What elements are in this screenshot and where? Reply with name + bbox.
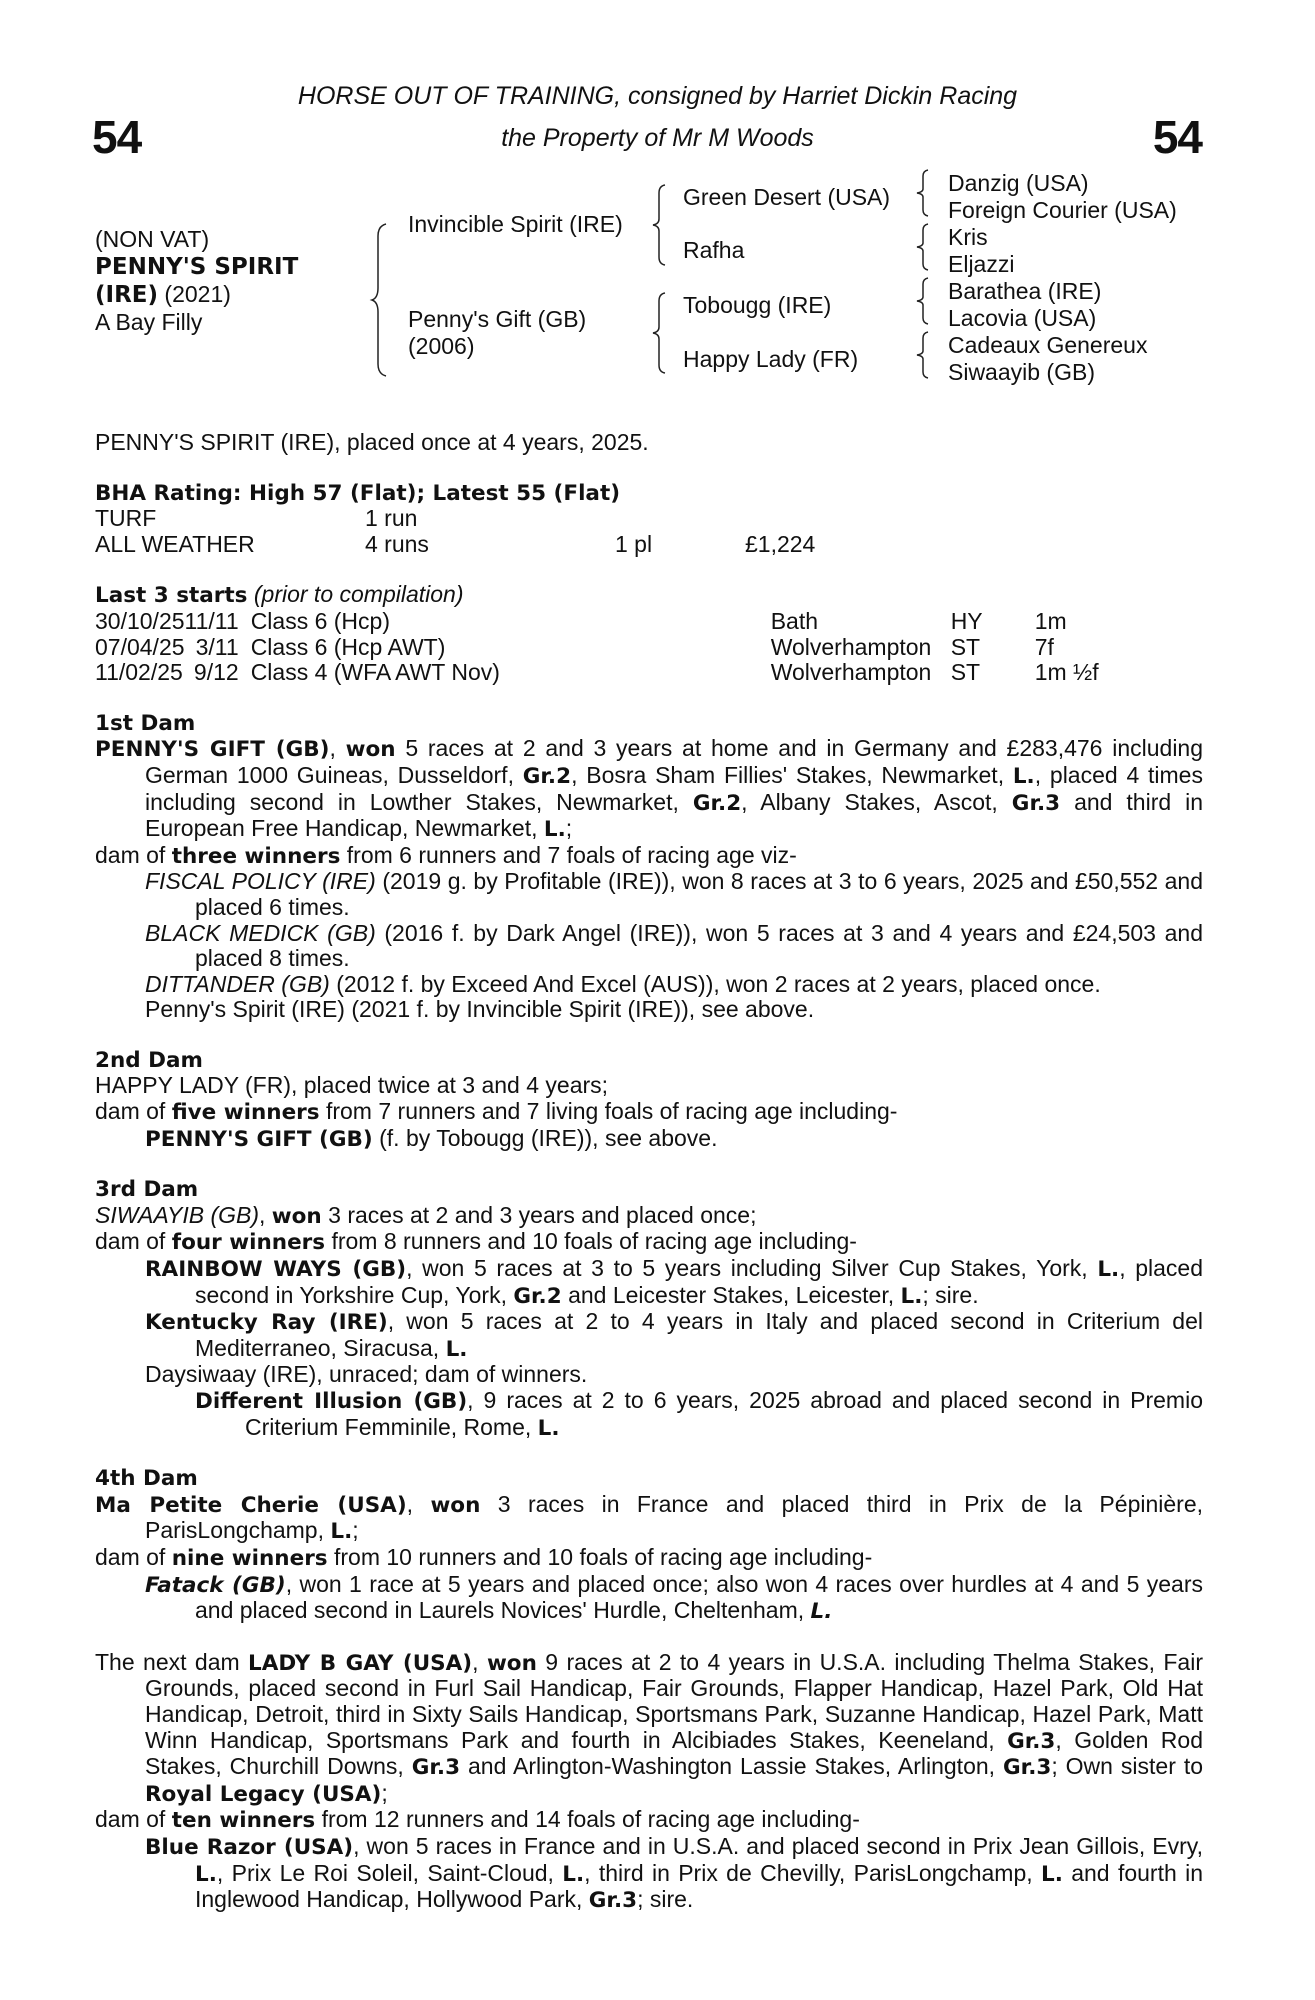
text-run: ,	[259, 1201, 272, 1228]
record-placed	[615, 506, 745, 532]
text-run: LADY B GAY (USA)	[248, 1650, 473, 1676]
start-race: Class 6 (Hcp AWT)	[250, 633, 446, 660]
pedigree-brace-main	[370, 222, 390, 378]
text-run: Gr.3	[1007, 1728, 1056, 1754]
text-run: ;	[381, 1779, 388, 1806]
start-distance: 7f	[1034, 633, 1054, 660]
horse-description: A Bay Filly	[95, 309, 203, 335]
text-run: L.	[330, 1519, 353, 1545]
text-run: won	[486, 1650, 537, 1676]
start-date: 07/04/25	[95, 633, 185, 660]
pedigree-paragraph	[95, 1545, 1203, 1572]
text-run: Gr.3	[588, 1888, 638, 1914]
text-run: 3 races at 2 and 3 years and placed once;	[321, 1201, 757, 1228]
pedigree-g3-name: Danzig (USA)	[948, 170, 1089, 196]
start-row	[95, 635, 1115, 661]
text-run: Fatack (GB)	[145, 1572, 286, 1598]
text-run: ; sire.	[922, 1281, 979, 1308]
section-gap	[95, 1023, 1203, 1048]
pedigree-dam: Penny's Gift (GB)	[408, 306, 587, 332]
start-race: Class 4 (WFA AWT Nov)	[250, 659, 500, 686]
pedigree-paragraph	[95, 1099, 1203, 1126]
text-run: from 6 runners and 7 foals of racing age viz-	[340, 841, 797, 868]
start-distance: 1m ½f	[1034, 659, 1099, 686]
text-run: (f. by Tobougg (IRE)), see above.	[372, 1124, 718, 1151]
pedigree-paragraph	[95, 1126, 1203, 1153]
start-course: Wolverhampton	[770, 633, 932, 660]
text-run: and Leicester Stakes, Leicester,	[561, 1281, 901, 1308]
pedigree-g3-name: Cadeaux Genereux	[948, 332, 1148, 358]
pedigree-paragraph	[95, 972, 1203, 998]
text-run: RAINBOW WAYS (GB)	[145, 1257, 407, 1283]
section-gap	[95, 686, 1203, 711]
start-date: 30/10/25	[95, 607, 185, 634]
pedigree-sire-sire: Green Desert (USA)	[683, 184, 891, 210]
text-run: , won 5 races at 3 to 5 years including Silver Cup Stakes, York,	[406, 1255, 1098, 1282]
text-run: 3 races in France and placed third in Prix de la Pépinière, ParisLongchamp,	[145, 1490, 1203, 1544]
text-run: L.	[562, 1861, 585, 1887]
text-run: from 8 runners and 10 foals of racing age including-	[325, 1228, 857, 1255]
text-run: L.	[543, 817, 566, 843]
section-gap	[95, 1625, 1203, 1650]
text-run: three winners	[171, 843, 341, 869]
record-surface: TURF	[95, 505, 157, 532]
text-run: , third in Prix de Chevilly, ParisLongchamp,	[584, 1859, 1041, 1886]
pedigree-dam-year: (2006)	[408, 333, 475, 359]
section-heading: 1st Dam	[95, 710, 196, 736]
text-run: Royal Legacy (USA)	[145, 1781, 382, 1807]
text-run: five winners	[171, 1100, 320, 1126]
text-run: , won 1 race at 5 years and placed once; also won 4 races over hurdles at 4 and 5 years and placed second in Laurels Novices' Hurdle, Cheltenham,	[195, 1570, 1203, 1624]
text-run: dam of	[95, 841, 172, 868]
pedigree-paragraph	[95, 736, 1203, 842]
pedigree-g3-name: Siwaayib (GB)	[948, 359, 1095, 385]
text-run: Different Illusion (GB)	[195, 1389, 468, 1414]
pedigree-brace-g3-2	[915, 222, 931, 272]
text-run: nine winners	[171, 1545, 328, 1571]
text-run: BLACK MEDICK (GB)	[145, 919, 376, 946]
horse-country: (IRE)	[95, 282, 159, 308]
pedigree-paragraph	[95, 1229, 1203, 1256]
record-prize	[745, 506, 865, 532]
lot-number-right: 54	[1152, 111, 1202, 163]
text-run: L.	[810, 1599, 833, 1625]
text-run: DITTANDER (GB)	[145, 970, 330, 997]
lot-number-left: 54	[92, 111, 142, 163]
text-run: dam of	[95, 1543, 172, 1570]
text-run: , won 5 races at 2 to 4 years in Italy and placed second in Criterium del Mediterraneo, Siracusa,	[195, 1308, 1203, 1361]
text-run: and third in European Free Handicap, Newmarket,	[145, 788, 1204, 842]
pedigree-paragraph	[95, 1492, 1203, 1545]
text-run: L.	[537, 1415, 560, 1441]
start-course: Bath	[770, 607, 819, 634]
pedigree-paragraph	[95, 1650, 1203, 1808]
text-run: won	[345, 737, 396, 763]
section-heading: 3rd Dam	[95, 1177, 199, 1203]
text-run: , Bosra Sham Fillies' Stakes, Newmarket,	[571, 761, 1013, 788]
record-runs: 4 runs	[365, 530, 429, 557]
record-prize: £1,224	[745, 530, 816, 557]
pedigree-g3-name: Barathea (IRE)	[948, 278, 1102, 304]
pedigree-g3-name: Kris	[948, 224, 988, 250]
text-run: dam of	[95, 1228, 172, 1255]
property-header: the Property of Mr M Woods	[501, 124, 814, 152]
record-runs: 1 run	[365, 505, 418, 532]
text-run: ten winners	[171, 1808, 316, 1834]
text-run: ,	[329, 735, 346, 762]
start-going: ST	[950, 633, 981, 660]
pedigree-sire-dam: Rafha	[683, 237, 745, 263]
text-run: and Arlington-Washington Lassie Stakes, Arlington,	[460, 1753, 1004, 1780]
start-going: HY	[950, 607, 983, 634]
text-run: L.	[445, 1336, 468, 1362]
text-run: SIWAAYIB (GB)	[95, 1201, 260, 1228]
text-run: L.	[900, 1283, 923, 1309]
race-record-table	[95, 506, 865, 557]
pedigree-paragraph	[95, 1309, 1203, 1362]
section-gap	[95, 1152, 1203, 1177]
pedigree-paragraph	[95, 869, 1203, 920]
text-run: , Golden Rod Stakes, Churchill Downs,	[145, 1726, 1203, 1780]
text-run: from 10 runners and 10 foals of racing age including-	[327, 1543, 873, 1570]
text-run: The next dam	[95, 1648, 249, 1675]
text-run: ; sire.	[637, 1886, 694, 1913]
text-run: L.	[1097, 1257, 1120, 1283]
text-run: PENNY'S GIFT (GB)	[145, 1126, 373, 1152]
start-course: Wolverhampton	[770, 659, 932, 686]
horse-year: (2021)	[158, 281, 231, 307]
record-row	[95, 532, 865, 558]
section-gap	[95, 1441, 1203, 1466]
text-run: , placed second in Yorkshire Cup, York,	[195, 1255, 1203, 1308]
pedigree-paragraph	[95, 921, 1203, 972]
text-run: 5 races at 2 and 3 years at home and in Germany and £283,476 including German 1000 Guineas, Dusseldorf,	[145, 735, 1204, 788]
pedigree-brace-g3-4	[915, 330, 931, 380]
start-going: ST	[950, 659, 981, 686]
start-row	[95, 660, 1115, 686]
text-run: Gr.3	[1011, 790, 1061, 816]
text-run: won	[271, 1203, 322, 1229]
text-run: dam of	[95, 1806, 172, 1833]
pedigree-brace-sire	[651, 183, 669, 267]
pedigree-g3-name: Lacovia (USA)	[948, 305, 1097, 331]
start-race: Class 6 (Hcp)	[250, 607, 390, 634]
text-run: from 7 runners and 7 living foals of racing age including-	[319, 1098, 898, 1125]
text-run: ; Own sister to	[1051, 1753, 1204, 1780]
text-run: L.	[1012, 763, 1035, 789]
last-starts-title: Last 3 starts	[95, 583, 248, 609]
text-run: HAPPY LADY (FR), placed twice at 3 and 4 years;	[95, 1072, 609, 1099]
text-run: dam of	[95, 1098, 172, 1125]
pedigree-brace-g3-3	[915, 276, 931, 326]
text-run: Gr.3	[1003, 1755, 1052, 1781]
text-run: four winners	[171, 1230, 326, 1256]
text-run: Blue Razor (USA)	[145, 1834, 354, 1860]
record-row	[95, 506, 865, 532]
pedigree-g3-name: Foreign Courier (USA)	[948, 197, 1177, 223]
section-heading: 2nd Dam	[95, 1047, 203, 1073]
text-run: , won 5 races in France and in U.S.A. and placed second in Prix Jean Gillois, Evry,	[353, 1832, 1203, 1859]
text-run: L.	[195, 1861, 217, 1887]
pedigree-paragraph	[95, 843, 1203, 870]
pedigree-paragraph	[95, 1203, 1203, 1230]
race-summary: PENNY'S SPIRIT (IRE), placed once at 4 years, 2025.	[95, 429, 649, 455]
pedigree-paragraph	[95, 1572, 1203, 1625]
pedigree-paragraph	[95, 1362, 1203, 1388]
catalogue-body	[95, 430, 1203, 1914]
start-position: 11/11	[184, 607, 239, 634]
pedigree-paragraph	[95, 1807, 1203, 1834]
pedigree-paragraph	[95, 1256, 1203, 1309]
last-starts-table	[95, 609, 1115, 686]
text-run: Ma Petite Cherie (USA)	[95, 1492, 407, 1518]
text-run: (2019 g. by Profitable (IRE)), won 8 races at 3 to 6 years, 2025 and £50,552 and placed 6 times.	[195, 868, 1203, 920]
text-run: Penny's Spirit (IRE) (2021 f. by Invincible Spirit (IRE)), see above.	[145, 996, 815, 1023]
text-run: Gr.2	[692, 790, 742, 816]
text-run: ;	[565, 815, 573, 842]
start-date: 11/02/25	[95, 659, 183, 686]
text-run: 9 races at 2 to 4 years in U.S.A. including Thelma Stakes, Fair Grounds, placed second in Furl Sail Handicap, Fair Grounds, Flapper Handicap, Hazel Park, Old Hat Handicap, Detroit, third in Sixty Sails Handicap, Sportsmans Park, Suzanne Handicap, Hazel Park, Matt Winn Handicap, Sportsmans Park and fourth in Alcibiades Stakes, Keeneland,	[145, 1648, 1203, 1753]
pedigree-paragraph	[95, 1388, 1203, 1441]
text-run: Gr.2	[513, 1283, 562, 1309]
text-run: Gr.2	[522, 763, 572, 789]
consignment-header: HORSE OUT OF TRAINING, consigned by Harriet Dickin Racing	[297, 82, 1018, 110]
text-run: won	[430, 1492, 481, 1518]
pedigree-paragraph	[95, 997, 1203, 1023]
section-heading: 4th Dam	[95, 1466, 198, 1492]
start-distance: 1m	[1034, 607, 1067, 634]
pedigree-sire: Invincible Spirit (IRE)	[408, 211, 623, 237]
text-run: (2016 f. by Dark Angel (IRE)), won 5 races at 3 and 4 years and £24,503 and placed 8 times.	[195, 919, 1203, 972]
pedigree-third-generation	[948, 170, 1177, 386]
pedigree-brace-dam	[651, 291, 669, 375]
start-row	[95, 609, 1115, 635]
pedigree-g3-name: Eljazzi	[948, 251, 1015, 277]
bha-rating: BHA Rating: High 57 (Flat); Latest 55 (Flat)	[95, 480, 621, 506]
record-surface: ALL WEATHER	[95, 530, 255, 557]
text-run: , 9 races at 2 to 6 years, 2025 abroad and placed second in Premio Criterium Femminile, Rome,	[245, 1387, 1203, 1440]
pedigree-dam-sire: Tobougg (IRE)	[683, 292, 832, 318]
horse-name: PENNY'S SPIRIT	[95, 254, 299, 280]
text-run: PENNY'S GIFT (GB)	[95, 737, 330, 763]
last-starts-note: (prior to compilation)	[247, 581, 464, 608]
text-run: FISCAL POLICY (IRE)	[145, 868, 376, 895]
pedigree-paragraph	[95, 1834, 1203, 1914]
text-run: Kentucky Ray (IRE)	[145, 1310, 388, 1336]
last-starts-heading	[95, 582, 1203, 609]
text-run: ;	[352, 1517, 359, 1544]
horse-identity	[95, 226, 298, 336]
vat-status: (NON VAT)	[95, 226, 210, 252]
text-run: , Albany Stakes, Ascot,	[741, 788, 1012, 815]
text-run: ,	[472, 1648, 487, 1675]
start-position: 9/12	[193, 659, 239, 686]
record-placed: 1 pl	[615, 530, 653, 557]
text-run: , placed 4 times including second in Lowther Stakes, Newmarket,	[145, 761, 1203, 815]
text-run: and fourth in Inglewood Handicap, Hollywood Park,	[195, 1859, 1204, 1913]
text-run: from 12 runners and 14 foals of racing age including-	[315, 1806, 860, 1833]
text-run: ,	[406, 1490, 431, 1517]
text-run: Daysiwaay (IRE), unraced; dam of winners.	[145, 1361, 588, 1388]
text-run: (2012 f. by Exceed And Excel (AUS)), won 2 races at 2 years, placed once.	[329, 970, 1101, 997]
start-position: 3/11	[195, 633, 239, 660]
pedigree-paragraph	[95, 1073, 1203, 1099]
text-run: Gr.3	[411, 1755, 461, 1781]
pedigree-brace-g3-1	[915, 168, 931, 218]
text-run: L.	[1041, 1861, 1063, 1887]
pedigree-dam-dam: Happy Lady (FR)	[683, 346, 859, 372]
text-run: , Prix Le Roi Soleil, Saint-Cloud,	[216, 1859, 563, 1886]
